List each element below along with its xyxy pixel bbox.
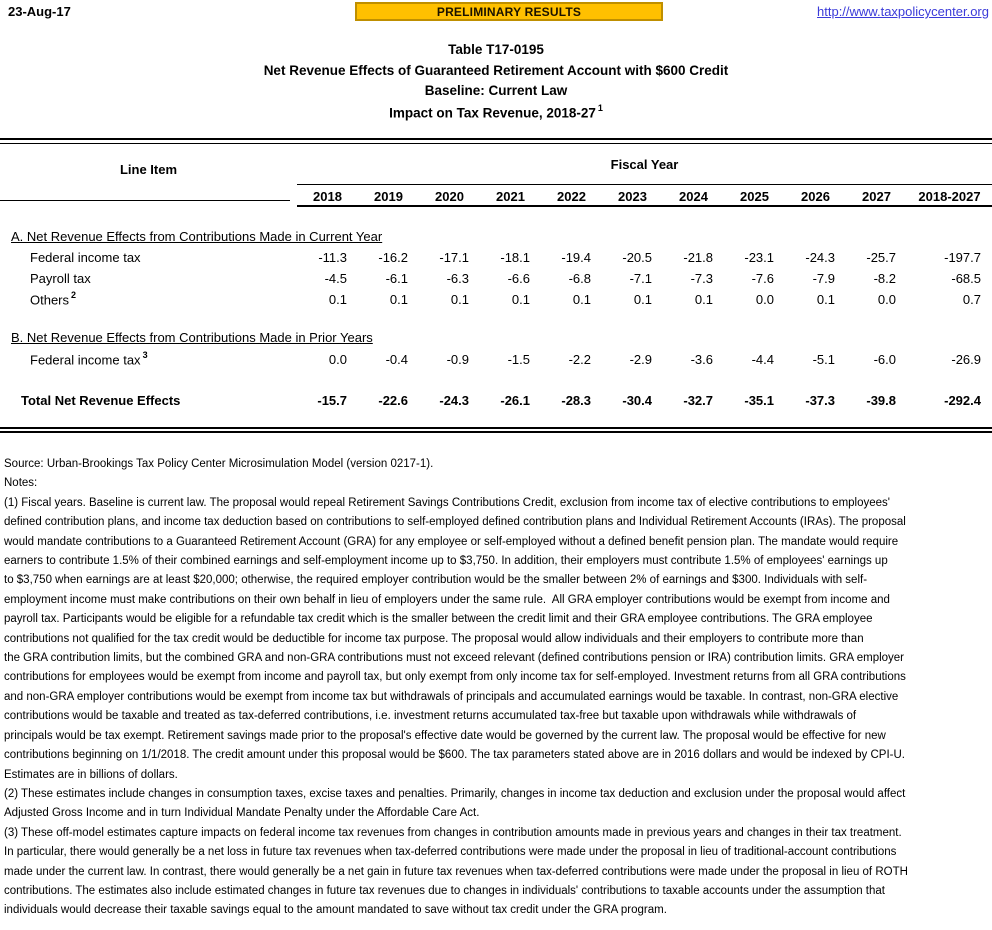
note-line: employment income must make contributions on their own behalf in lieu of employers under the same rule. All GRA employer contributions would be exempt from income and (4, 593, 890, 606)
year-header: 2024 (679, 188, 708, 204)
line-item-header: Line Item (119, 162, 178, 177)
year-header: 2020 (435, 188, 464, 204)
value-cell: -30.4 (622, 392, 652, 408)
note-line: contributions for employees would be exempt from income and payroll tax, but only exempt from only income tax for self-employed. Investment returns from all GRA contributions (4, 671, 906, 684)
footnote-ref-1: 1 (597, 103, 603, 113)
note-line: principals would be tax exempt. Retirement savings made prior to the proposal's effective date would be governed by the current law. The proposal would be effective for new (4, 729, 886, 742)
value-cell: 0.0 (328, 351, 347, 367)
value-cell-total: -26.9 (951, 351, 981, 367)
value-cell: -5.1 (812, 351, 835, 367)
value-cell-total: -292.4 (944, 392, 981, 408)
year-header: 2018 (313, 188, 342, 204)
value-cell: -21.8 (683, 249, 713, 265)
value-cell: -28.3 (561, 392, 591, 408)
value-cell: -6.6 (507, 270, 530, 286)
year-header: 2025 (740, 188, 769, 204)
value-cell: -20.5 (622, 249, 652, 265)
value-cell: 0.1 (694, 291, 713, 307)
value-cell: -23.1 (744, 249, 774, 265)
value-cell: -6.1 (385, 270, 408, 286)
total-row-label: Total Net Revenue Effects (21, 392, 181, 408)
value-cell-total: 0.7 (962, 291, 981, 307)
value-cell: -6.3 (446, 270, 469, 286)
value-cell: -22.6 (378, 392, 408, 408)
table-main-title: Net Revenue Effects of Guaranteed Retirement Account with $600 Credit (263, 63, 729, 78)
row-label: Federal income tax (30, 249, 141, 265)
row-label (0, 291, 297, 307)
value-cell: -37.3 (805, 392, 835, 408)
note-line: Estimates are in billions of dollars. (4, 768, 178, 781)
source-line: Source: Urban-Brookings Tax Policy Center Microsimulation Model (version 0217-1). (4, 458, 434, 470)
value-cell: 0.1 (450, 291, 469, 307)
note-line: Adjusted Gross Income and in turn Individual Mandate Penalty under the Affordable Care Act. (4, 807, 480, 820)
footnote-ref-3: 3 (142, 349, 148, 360)
value-cell: -11.3 (318, 249, 347, 265)
year-header-underline (297, 205, 992, 207)
note-line: contributions would be taxable and treated as tax-deferred contributions, i.e. investment returns accumulated tax-free but taxable upon withdrawals while withdrawals of (4, 710, 857, 723)
fiscal-year-underline (297, 184, 992, 185)
impact-subtitle (0, 104, 992, 121)
table-row-federal-income-tax (0, 247, 992, 267)
year-header: 2023 (618, 188, 647, 204)
section-b-header (11, 330, 373, 345)
note-line: contributions. The estimates also include estimated changes in future tax revenues due to changes in individuals' contributions to taxable accounts under the assumption that (4, 884, 885, 897)
value-cell: -17.1 (439, 249, 469, 265)
value-cell: -32.7 (683, 392, 713, 408)
value-cell: 0.1 (633, 291, 652, 307)
year-header: 2027 (862, 188, 891, 204)
value-cell: -4.5 (324, 270, 347, 286)
row-label (0, 351, 297, 367)
value-cell: -25.7 (866, 249, 896, 265)
taxpolicycenter-link[interactable]: http://www.taxpolicycenter.org (817, 4, 989, 19)
value-cell: -7.1 (629, 270, 652, 286)
year-header-range: 2018-2027 (918, 188, 981, 204)
row-label: Payroll tax (30, 270, 91, 286)
table-bottom-rule-2 (0, 431, 992, 433)
table-row-others (0, 289, 992, 309)
table-row-payroll-tax (0, 268, 992, 288)
note-line: (1) Fiscal years. Baseline is current law. The proposal would repeal Retirement Savings Contributions Credit, exclusion from income tax of elective contributions to employees' (4, 496, 890, 509)
note-line: individuals would decrease their taxable savings equal to the amount mandated to save without tax credit under the GRA program. (4, 904, 667, 917)
value-cell: -0.4 (385, 351, 408, 367)
value-cell: 0.1 (816, 291, 835, 307)
note-line: (2) These estimates include changes in consumption taxes, excise taxes and penalties. Primarily, changes in income tax deduction and exclusion under the proposal would affect (4, 787, 906, 800)
row-label-text: Others (30, 292, 70, 308)
value-cell: -2.9 (629, 351, 652, 367)
value-cell: -18.1 (500, 249, 530, 265)
note-line: to $3,750 when earnings are at least $20,000; otherwise, the required employer contribution would be the smaller between 2% of earnings and $300. Individuals with self- (4, 574, 868, 587)
value-cell: -1.5 (507, 351, 530, 367)
value-cell: -26.1 (500, 392, 530, 408)
impact-subtitle-text: Impact on Tax Revenue, 2018-27 (389, 105, 596, 121)
year-header: 2022 (557, 188, 586, 204)
note-line: defined contribution plans, and income tax deduction based on contributions to self-employed defined contribution plans and Individual Retirement Accounts (IRAs). The proposal (4, 516, 906, 529)
value-cell: -15.7 (317, 392, 347, 408)
table-number-title: Table T17-0195 (448, 42, 544, 57)
value-cell: -8.2 (873, 270, 896, 286)
note-line: In particular, there would generally be a net loss in future tax revenues when tax-deferred contributions were made under the proposal in lieu of traditional-account contributions (4, 846, 897, 859)
note-line: and non-GRA employer contributions would be exempt from income tax but withdrawals of principals and accumulated earnings would be taxable. In contrast, non-GRA elective (4, 690, 899, 703)
value-cell: -7.3 (690, 270, 713, 286)
value-cell: -3.6 (690, 351, 713, 367)
line-item-underline (0, 200, 290, 201)
value-cell: 0.0 (877, 291, 896, 307)
value-cell: -24.3 (439, 392, 469, 408)
baseline-subtitle: Baseline: Current Law (424, 83, 568, 98)
note-line: contributions not qualified for the tax credit would be deductible for income tax purpose. The proposal would allow individuals and their employers to contribute more than (4, 632, 864, 645)
value-cell: 0.1 (328, 291, 347, 307)
value-cell: 0.1 (511, 291, 530, 307)
note-line: earners to contribute 1.5% of their combined earnings and self-employment income up to $3,750. In addition, their employers must contribute 1.5% of employees' earnings up (4, 555, 888, 568)
year-header: 2026 (801, 188, 830, 204)
table-bottom-rule (0, 427, 992, 429)
preliminary-results-banner: PRELIMINARY RESULTS (355, 2, 663, 21)
value-cell: -16.2 (378, 249, 408, 265)
note-line: the GRA contribution limits, but the combined GRA and non-GRA contributions must not exceed relevant (defined contributions pension or IRA) contribution limits. GRA employer (4, 652, 905, 665)
row-label-text: Federal income tax (30, 352, 141, 368)
note-line: would mandate contributions to a Guaranteed Retirement Account (GRA) for any employee or self-employed without a defined benefit pension plan. The mandate would require (4, 535, 899, 548)
section-b-header-text: B. Net Revenue Effects from Contributions Made in Prior Years (11, 330, 373, 345)
year-header: 2019 (374, 188, 403, 204)
value-cell: -35.1 (744, 392, 774, 408)
value-cell: 0.0 (755, 291, 774, 307)
fiscal-year-header: Fiscal Year (610, 157, 679, 172)
value-cell-total: -197.7 (944, 249, 981, 265)
notes-block (4, 455, 992, 921)
table-row-federal-income-tax-prior (0, 349, 992, 369)
value-cell: -6.8 (568, 270, 591, 286)
section-a-header-text: A. Net Revenue Effects from Contributions Made in Current Year (11, 229, 383, 244)
value-cell: -24.3 (805, 249, 835, 265)
year-header: 2021 (496, 188, 525, 204)
table-row-total (0, 390, 992, 410)
table-top-rule (0, 138, 992, 140)
table-top-rule-2 (0, 143, 992, 144)
note-line: contributions beginning on 1/1/2018. The credit amount under this proposal would be $600. The tax parameters stated above are in 2016 dollars and would be indexed by CPI-U. (4, 749, 905, 762)
note-line: made under the current law. In contrast, there would generally be a net gain in future tax revenues when tax-deferred contributions were made under the proposal in lieu of ROTH (4, 865, 908, 878)
value-cell: -19.4 (561, 249, 591, 265)
value-cell: -2.2 (568, 351, 591, 367)
value-cell-total: -68.5 (951, 270, 981, 286)
notes-label: Notes: (4, 477, 38, 490)
year-header-row (0, 186, 992, 206)
footnote-ref-2: 2 (71, 289, 77, 300)
report-date: 23-Aug-17 (8, 4, 71, 19)
note-line: payroll tax. Participants would be eligible for a refundable tax credit which is the smaller between the credit limit and their GRA employee contributions. The GRA employee (4, 613, 873, 626)
value-cell: -0.9 (446, 351, 469, 367)
value-cell: -4.4 (751, 351, 774, 367)
value-cell: -39.8 (866, 392, 896, 408)
value-cell: 0.1 (389, 291, 408, 307)
value-cell: -7.6 (751, 270, 774, 286)
value-cell: 0.1 (572, 291, 591, 307)
value-cell: -6.0 (873, 351, 896, 367)
note-line: (3) These off-model estimates capture impacts on federal income tax revenues from changes in contribution amounts made in previous years and changes in their tax treatment. (4, 826, 902, 839)
section-a-header (11, 229, 382, 244)
value-cell: -7.9 (812, 270, 835, 286)
